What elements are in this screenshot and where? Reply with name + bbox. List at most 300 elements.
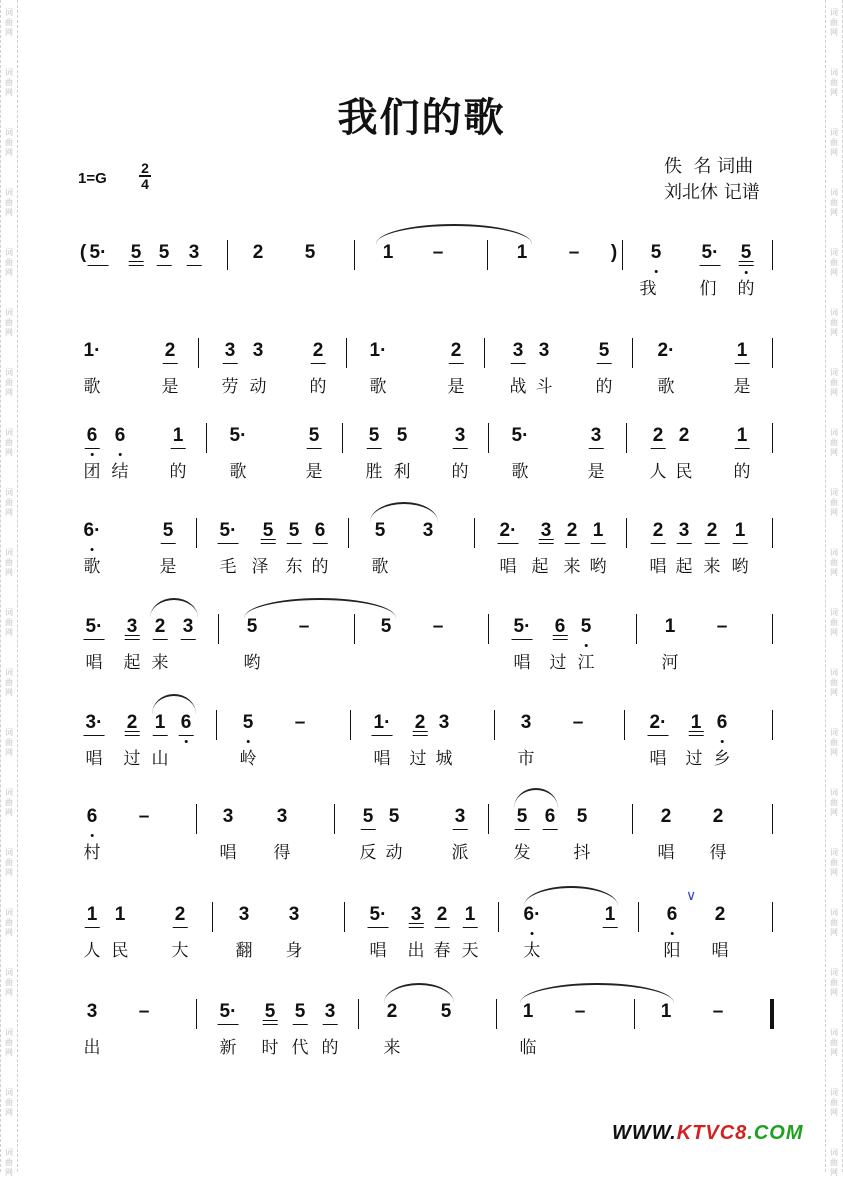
watermark-text: 词 曲 网 [5,728,13,757]
bar-line [348,518,349,548]
lyric-char: 是 [587,462,605,482]
note: 5· [89,242,107,263]
lyric-char: 的 [321,1038,339,1058]
bar-line [227,240,228,270]
bar-line [346,338,347,368]
lyric-char: 来 [383,1038,401,1058]
note: 5 [576,806,588,827]
note: 2 [566,520,578,541]
watermark-text: 词 曲 网 [830,428,838,457]
slur [244,598,396,618]
note: 6 [716,712,728,733]
lyric-char: 出 [83,1038,101,1058]
note: 5· [85,616,103,637]
note: 1 [664,616,676,637]
lyric-char: 哟 [243,653,261,673]
sustain-dash: – [294,712,306,733]
lyric-char: 劳 [221,377,239,397]
lyric-char: 反 [359,843,377,863]
lyric-char: 胜 [365,462,383,482]
site-logo-suffix: .COM [747,1122,804,1144]
note: 5· [219,1001,237,1022]
note: 5 [440,1001,452,1022]
note: 1 [604,904,616,925]
note: 3 [86,1001,98,1022]
note: 2 [174,904,186,925]
bar-line [196,518,197,548]
note: 5· [701,242,719,263]
bar-line [488,614,489,644]
note: 2· [499,520,517,541]
watermark-text: 词 曲 网 [5,368,13,397]
note: 1 [172,425,184,446]
note: 5 [294,1001,306,1022]
lyric-char: 太 [523,941,541,961]
lyric-char: 山 [151,749,169,769]
note: 3· [85,712,103,733]
lyric-char: 乡 [713,749,731,769]
note: 1 [464,904,476,925]
lyric-char: 过 [549,653,567,673]
note: 5 [264,1001,276,1022]
credit-transcriber: 刘北休 记谱 [664,182,760,203]
lyrics-line [70,1033,782,1058]
lyric-char: 的 [737,279,755,299]
bar-line [334,804,335,834]
note: 2 [386,1001,398,1022]
note: 5 [380,616,392,637]
site-logo [612,1122,804,1145]
lyric-char: 利 [393,462,411,482]
lyric-char: 大 [171,941,189,961]
credits [664,154,760,206]
lyric-char: 结 [111,462,129,482]
bar-line [632,804,633,834]
note: 3 [520,712,532,733]
note: 6 [114,425,126,446]
watermark-text: 词 曲 网 [830,908,838,937]
note: 3 [538,340,550,361]
bar-line [636,614,637,644]
note: 5· [369,904,387,925]
note: 1 [734,520,746,541]
note: 5 [740,242,752,263]
watermark-text: 词 曲 网 [5,428,13,457]
lyric-char: 是 [159,557,177,577]
lyric-char: 歌 [83,557,101,577]
lyric-char: 河 [661,653,679,673]
watermark-text: 词 曲 网 [5,668,13,697]
bar-line [354,614,355,644]
bar-line [772,338,773,368]
lyric-char: 起 [123,653,141,673]
slur [384,983,454,1003]
watermark-text: 词 曲 网 [830,668,838,697]
lyric-char: 是 [447,377,465,397]
bar-line [487,240,488,270]
lyrics-line [70,372,782,397]
lyric-char: 我 [639,279,657,299]
note: 2 [678,425,690,446]
note: 2 [652,425,664,446]
note: 6· [83,520,101,541]
lyric-char: 唱 [369,941,387,961]
note: 1 [736,340,748,361]
watermark-text: 词 曲 网 [830,968,838,997]
lyric-char: 东 [285,557,303,577]
bar-line [196,804,197,834]
slur [152,694,196,714]
bar-line [626,518,627,548]
watermark-text: 词 曲 网 [830,608,838,637]
watermark-text: 词 曲 网 [5,968,13,997]
note: 2· [649,712,667,733]
notation-line [70,336,782,372]
note: 3 [288,904,300,925]
note: 6· [523,904,541,925]
note: 3 [590,425,602,446]
lyric-char: 歌 [369,377,387,397]
note: 2 [660,806,672,827]
note: 2 [252,242,264,263]
notation-line [70,802,782,838]
lyric-char: 过 [685,749,703,769]
note: 2· [657,340,675,361]
note: 3 [512,340,524,361]
lyrics-line [70,457,782,482]
bar-line [474,518,475,548]
lyric-char: 的 [451,462,469,482]
note: 6 [86,806,98,827]
lyric-char: 团 [83,462,101,482]
watermark-text: 词 曲 网 [830,728,838,757]
bar-line [198,338,199,368]
sustain-dash: – [138,1001,150,1022]
note: 3 [454,425,466,446]
bar-line [634,999,635,1029]
lyric-char: 毛 [219,557,237,577]
note: 5 [246,616,258,637]
lyric-char: 泽 [251,557,269,577]
lyric-char: 斗 [535,377,553,397]
note: 1· [373,712,391,733]
watermark-text: 词 曲 网 [5,608,13,637]
note: 5 [308,425,320,446]
note: 5· [513,616,531,637]
bar-line [488,804,489,834]
slur [520,983,674,1003]
lyric-char: 翻 [235,941,253,961]
note: 2 [164,340,176,361]
lyric-char: 发 [513,843,531,863]
lyric-char: 村 [83,843,101,863]
note: 2 [450,340,462,361]
note: 1 [86,904,98,925]
note: 3 [252,340,264,361]
note: 6 [86,425,98,446]
notation-line [70,421,782,457]
note: 5 [130,242,142,263]
lyric-char: 新 [219,1038,237,1058]
lyric-char: 出 [407,941,425,961]
left-watermark-strip [0,0,18,1177]
lyric-char: 城 [435,749,453,769]
lyric-char: 身 [285,941,303,961]
bar-line [488,423,489,453]
lyric-char: 歌 [371,557,389,577]
note: 5 [396,425,408,446]
note: 1 [516,242,528,263]
site-logo-name: KTVC8 [676,1122,748,1144]
slur [524,886,618,906]
lyric-char: 来 [703,557,721,577]
note: 5 [598,340,610,361]
bar-line [354,240,355,270]
note: 3 [224,340,236,361]
watermark-text: 词 曲 网 [830,848,838,877]
bar-line [624,710,625,740]
lyric-char: 唱 [85,653,103,673]
site-logo-prefix: WWW. [612,1122,677,1144]
watermark-text: 词 曲 网 [830,368,838,397]
note: 2 [154,616,166,637]
bar-line [344,902,345,932]
lyrics-line [70,552,782,577]
lyric-char: 过 [123,749,141,769]
bar-line [772,240,773,270]
note: 3 [276,806,288,827]
lyric-char: 唱 [373,749,391,769]
slur [150,598,198,618]
lyric-char: 战 [509,377,527,397]
lyric-char: 抖 [573,843,591,863]
watermark-text: 词 曲 网 [5,908,13,937]
note: 3 [438,712,450,733]
lyric-char: 得 [273,843,291,863]
watermark-text: 词 曲 网 [5,308,13,337]
lyrics-line [70,936,782,961]
lyric-char: 是 [733,377,751,397]
lyric-char: 江 [577,653,595,673]
bar-line [196,999,197,1029]
note: 1 [690,712,702,733]
note: 5 [242,712,254,733]
lyrics-line [70,274,782,299]
right-watermark-strip [825,0,843,1177]
note: 1 [154,712,166,733]
note: 1 [382,242,394,263]
bar-line [212,902,213,932]
note: 6 [666,904,678,925]
watermark-text: 词 曲 网 [5,1148,13,1177]
lyric-char: 人 [649,462,667,482]
song-title: 我们的歌 [337,95,506,141]
bar-line [770,999,774,1029]
bar-line [772,902,773,932]
lyric-char: 民 [111,941,129,961]
lyric-char: 的 [169,462,187,482]
lyric-char: 歌 [511,462,529,482]
note: 5 [288,520,300,541]
bracket: ( [79,242,87,263]
lyric-char: 人 [83,941,101,961]
note: 5 [362,806,374,827]
bar-line [494,710,495,740]
lyric-char: 唱 [85,749,103,769]
time-signature [138,161,152,191]
bar-line [772,614,773,644]
lyric-char: 唱 [499,557,517,577]
lyric-char: 民 [675,462,693,482]
sustain-dash: – [716,616,728,637]
watermark-text: 词 曲 网 [5,8,13,37]
note: 2 [714,904,726,925]
watermark-text: 词 曲 网 [5,488,13,517]
lyric-char: 唱 [513,653,531,673]
note: 3 [540,520,552,541]
note: 6 [314,520,326,541]
watermark-text: 词 曲 网 [830,788,838,817]
bar-line [772,423,773,453]
note: 2 [436,904,448,925]
bar-line [496,999,497,1029]
note: 2 [312,340,324,361]
note: 3 [222,806,234,827]
lyric-char: 唱 [649,749,667,769]
lyric-char: 代 [291,1038,309,1058]
lyric-char: 是 [305,462,323,482]
note: 3 [126,616,138,637]
lyric-char: 市 [517,749,535,769]
bar-line [772,804,773,834]
lyric-char: 的 [309,377,327,397]
note: 5· [229,425,247,446]
note: 5 [374,520,386,541]
note: 3 [324,1001,336,1022]
sustain-dash: – [712,1001,724,1022]
note: 6 [544,806,556,827]
sustain-dash: – [298,616,310,637]
note: 1 [736,425,748,446]
watermark-text: 词 曲 网 [830,548,838,577]
watermark-text: 词 曲 网 [830,68,838,97]
bar-line [772,710,773,740]
bar-line [626,423,627,453]
note: 1· [83,340,101,361]
slur [376,224,532,244]
bar-line [342,423,343,453]
note: 5 [368,425,380,446]
bracket: ) [610,242,618,263]
lyric-char: 哟 [731,557,749,577]
bar-line [632,338,633,368]
note: 3 [422,520,434,541]
key-signature: 1=G [78,170,107,187]
sustain-dash: – [432,242,444,263]
bar-line [484,338,485,368]
note: 3 [188,242,200,263]
bar-line [206,423,207,453]
note: 5 [304,242,316,263]
sustain-dash: – [432,616,444,637]
note: 5 [162,520,174,541]
note: 1 [522,1001,534,1022]
note: 5 [158,242,170,263]
watermark-text: 词 曲 网 [830,188,838,217]
lyric-char: 的 [311,557,329,577]
watermark-text: 词 曲 网 [5,68,13,97]
note: 5 [388,806,400,827]
lyric-char: 派 [451,843,469,863]
bar-line [498,902,499,932]
watermark-text: 词 曲 网 [830,1148,838,1177]
lyric-char: 的 [595,377,613,397]
watermark-text: 词 曲 网 [830,308,838,337]
note: 5 [262,520,274,541]
lyric-char: 的 [733,462,751,482]
bar-line [358,999,359,1029]
watermark-text: 词 曲 网 [5,248,13,277]
bar-line [218,614,219,644]
lyric-char: 动 [249,377,267,397]
watermark-text: 词 曲 网 [830,488,838,517]
note: 5 [516,806,528,827]
lyric-char: 时 [261,1038,279,1058]
note: 1· [369,340,387,361]
lyric-char: 来 [563,557,581,577]
sustain-dash: – [574,1001,586,1022]
lyric-char: 唱 [219,843,237,863]
lyric-char: 唱 [649,557,667,577]
bar-line [772,518,773,548]
note: 5 [650,242,662,263]
note: 3 [238,904,250,925]
watermark-text: 词 曲 网 [5,188,13,217]
lyric-char: 歌 [83,377,101,397]
lyric-char: 天 [461,941,479,961]
note: 5· [219,520,237,541]
note: 3 [454,806,466,827]
lyric-char: 起 [675,557,693,577]
note: 6 [554,616,566,637]
breath-mark: ∨ [686,888,697,904]
lyrics-line [70,648,782,673]
lyric-char: 起 [531,557,549,577]
note: 5· [511,425,529,446]
note: 3 [182,616,194,637]
watermark-text: 词 曲 网 [5,548,13,577]
watermark-text: 词 曲 网 [5,1028,13,1057]
watermark-text: 词 曲 网 [830,248,838,277]
slur [370,502,438,522]
note: 3 [410,904,422,925]
watermark-text: 词 曲 网 [830,128,838,157]
watermark-text: 词 曲 网 [5,1088,13,1117]
watermark-text: 词 曲 网 [830,1088,838,1117]
watermark-text: 词 曲 网 [830,1028,838,1057]
lyrics-line [70,838,782,863]
bar-line [350,710,351,740]
lyric-char: 唱 [657,843,675,863]
note: 2 [414,712,426,733]
time-signature-bottom: 4 [141,176,149,192]
lyric-char: 临 [519,1038,537,1058]
note: 2 [712,806,724,827]
lyric-char: 岭 [239,749,257,769]
lyric-char: 过 [409,749,427,769]
watermark-text: 词 曲 网 [5,128,13,157]
note: 1 [592,520,604,541]
